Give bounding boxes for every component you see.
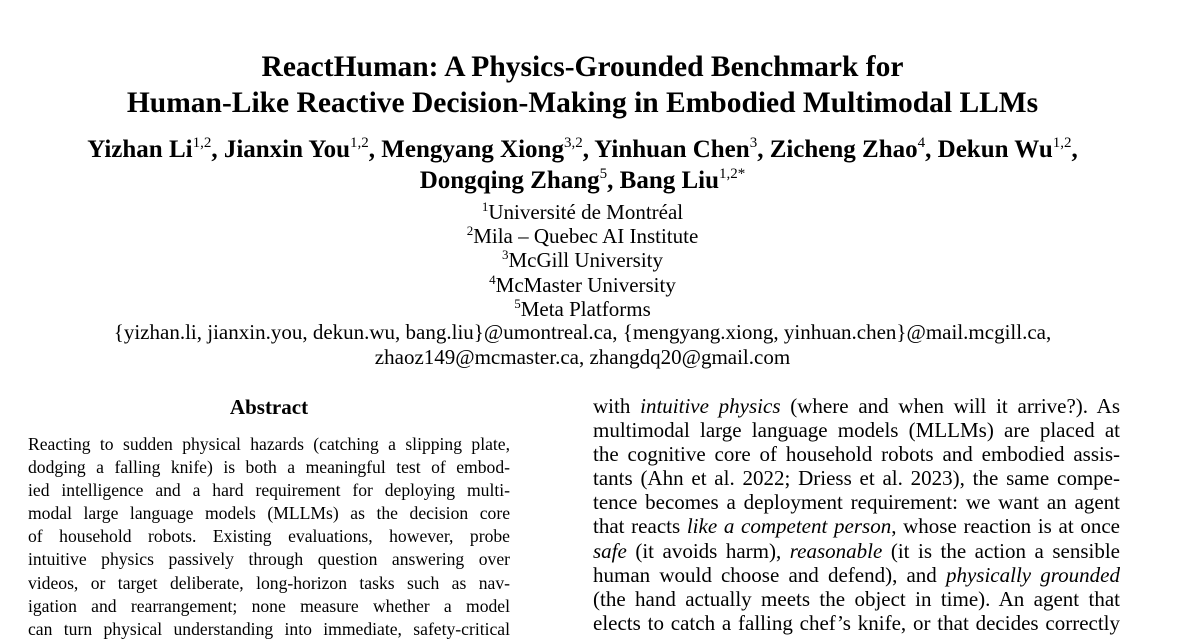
email-line: zhaoz149@mcmaster.ca, zhangdq20@gmail.com	[374, 345, 791, 369]
author-name: Zicheng Zhao	[769, 136, 918, 163]
author-affiliation-mark: 5	[599, 166, 608, 182]
affiliation-number: 1	[481, 199, 489, 214]
intro-line	[593, 394, 1120, 418]
author-name: Bang Liu	[619, 167, 720, 194]
intro-text: (it is the action a sensible	[882, 538, 1120, 563]
author-name: Dongqing Zhang	[419, 167, 600, 194]
intro-emphasis: physically grounded	[945, 562, 1120, 587]
intro-line	[593, 563, 1120, 587]
affiliation-number: 4	[489, 271, 496, 287]
intro-text: (where and when will it arrive?). As	[780, 394, 1120, 418]
intro-line: multimodal large language models (MLLMs) are placed at	[593, 418, 1120, 443]
abstract-line: modal large language models (MLLMs) as the decision core	[28, 503, 510, 524]
affiliation-number: 3	[501, 247, 509, 263]
affiliation-name: McGill University	[508, 248, 664, 273]
affiliation	[40, 224, 1125, 248]
author-separator: ,	[757, 136, 770, 163]
affiliation-number: 2	[466, 223, 474, 239]
intro-text: (it avoids harm),	[626, 538, 790, 563]
affiliation-number: 5	[514, 295, 521, 311]
author-line-1	[20, 134, 1145, 165]
title-line-2: Human-Like Reactive Decision-Making in Embodied Multimodal LLMs	[126, 87, 1039, 119]
author-name: Jianxin You	[223, 136, 351, 163]
abstract-line: dodging a falling knife) is both a meaningful test of embod-	[28, 457, 510, 478]
author-separator: ,	[607, 167, 620, 194]
author-affiliation-mark: 1,2	[1052, 135, 1072, 151]
introduction-text	[593, 394, 1120, 635]
abstract-line: ied intelligence and a hard requirement for deploying multi-	[28, 480, 510, 501]
affiliation-list	[40, 200, 1125, 321]
abstract-body	[28, 433, 510, 641]
paper-title	[40, 49, 1125, 121]
email-line: {yizhan.li, jianxin.you, dekun.wu, bang.liu}@umontreal.ca, {mengyang.xiong, yinhuan.chen}@mail.mcgill.ca,	[113, 320, 1052, 344]
author-list	[20, 134, 1145, 196]
intro-text: that reacts	[593, 514, 687, 539]
intro-line: tence becomes a deployment requirement: we want an agent	[593, 490, 1120, 515]
abstract-line: intuitive physics passively through question answering over	[28, 549, 510, 570]
abstract-line: videos, or target deliberate, long-horizon tasks such as nav-	[28, 572, 510, 593]
author-line-2	[20, 165, 1145, 196]
intro-line	[593, 539, 1120, 563]
intro-emphasis: safe	[593, 538, 627, 563]
intro-emphasis: like a competent person	[686, 514, 892, 539]
affiliation-name: Meta Platforms	[520, 296, 651, 321]
intro-text: , whose reaction is at once	[891, 514, 1121, 539]
abstract-heading: Abstract	[229, 395, 309, 419]
author-name: Mengyang Xiong	[381, 136, 564, 163]
author-affiliation-mark: 3	[749, 135, 758, 151]
abstract-line: igation and rearrangement; none measure whether a model	[28, 595, 510, 616]
email-list	[40, 320, 1125, 370]
intro-line	[593, 514, 1120, 538]
affiliation	[40, 248, 1125, 272]
title-line-1: ReactHuman: A Physics-Grounded Benchmark for	[261, 51, 904, 83]
author-affiliation-mark: 1,2	[192, 135, 212, 151]
author-name: Dekun Wu	[937, 136, 1053, 163]
author-separator: ,	[582, 136, 595, 163]
affiliation-name: Université de Montréal	[488, 200, 684, 224]
affiliation-name: Mila – Quebec AI Institute	[473, 224, 699, 249]
intro-line: elects to catch a falling chef’s knife, or that decides correctly	[593, 610, 1120, 635]
intro-line: the cognitive core of household robots and embodied assis-	[593, 442, 1120, 467]
author-affiliation-mark: 4	[917, 135, 926, 151]
abstract-line: can turn physical understanding into immediate, safety-critical	[28, 618, 510, 639]
affiliation-name: McMaster University	[495, 272, 676, 297]
abstract-line: Reacting to sudden physical hazards (catching a slipping plate,	[28, 434, 510, 454]
author-separator: ,	[1071, 136, 1078, 163]
author-affiliation-mark: 1,2	[350, 135, 369, 151]
intro-text: human would choose and defend), and	[593, 562, 946, 587]
abstract-line: of household robots. Existing evaluations, however, probe	[28, 526, 510, 547]
author-name: Yizhan Li	[87, 136, 193, 163]
intro-line: tants (Ahn et al. 2022; Driess et al. 2023), the same compe-	[593, 466, 1120, 491]
affiliation	[40, 297, 1125, 321]
author-affiliation-mark: 1,2*	[719, 166, 746, 182]
intro-text: with	[593, 394, 641, 418]
author-separator: ,	[925, 136, 938, 163]
affiliation	[40, 273, 1125, 297]
intro-emphasis: intuitive physics	[640, 394, 781, 418]
intro-emphasis: reasonable	[789, 538, 883, 563]
intro-line: (the hand actually meets the object in time). An agent that	[593, 586, 1120, 611]
affiliation	[40, 200, 1125, 224]
author-separator: ,	[368, 136, 382, 163]
author-name: Yinhuan Chen	[594, 136, 750, 163]
author-separator: ,	[211, 136, 224, 163]
author-affiliation-mark: 3,2	[563, 135, 583, 151]
